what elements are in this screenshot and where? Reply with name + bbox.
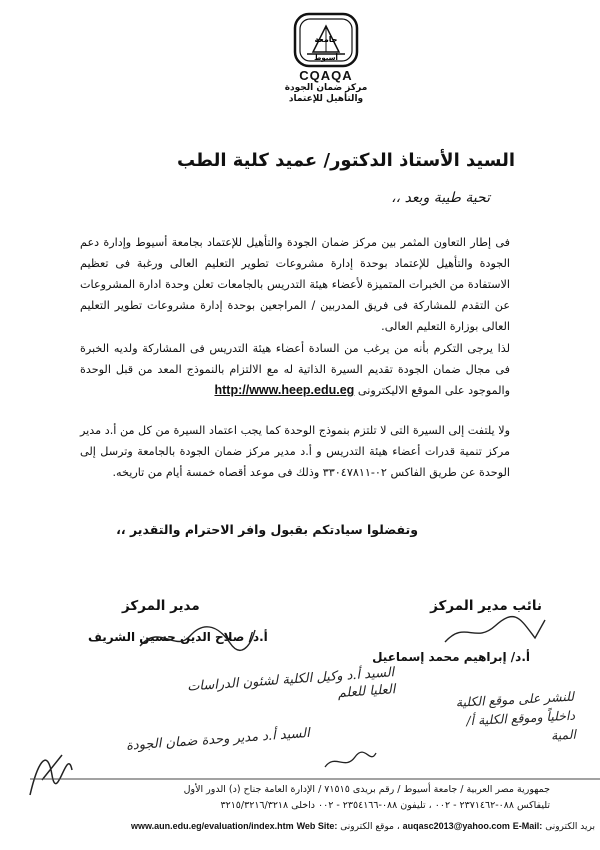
footer-divider <box>30 778 600 780</box>
handwritten-note-right: للنشر على موقع الكلية داخلياً وموقع الكلية أ/ المية <box>455 688 577 743</box>
logo-subtitle-line1: مركز ضمان الجودة <box>284 83 368 93</box>
director-signature <box>130 618 260 658</box>
director-title: مدير المركز <box>122 598 200 614</box>
footer-email[interactable]: auqasc2013@yahoo.com <box>402 821 510 831</box>
letter-paragraph-2-text: لذا يرجى التكرم بأنه من يرغب من السادة أعضاء هيئة التدريس فى المشاركة ولديه الخبرة فى مجال ضمان الجودة تقديم السيرة الذاتية له مع الالتزام بالنموذج المعد من قبل الوحدة والموجود على الموقع الاليكترونى <box>80 342 510 397</box>
heep-website-link[interactable]: http://www.heep.edu.eg <box>214 383 355 397</box>
footer-email-label: E-Mail: <box>512 821 543 831</box>
logo-subtitle-line2: والتأهيل للإعتماد <box>288 94 364 104</box>
handwritten-initials <box>320 745 380 775</box>
footer-website-ar-label: موقع الكترونى <box>340 822 394 832</box>
letter-paragraph-2 <box>80 338 510 401</box>
logo-text: CQAQA <box>299 68 353 83</box>
footer-website-label: Web Site: <box>296 821 338 831</box>
footer-phones: تليفاكس ٠٨٨-٢٣٧١٤٦٢ - ٠٠٢ ، تليفون ٠٨٨-٢٣٥٤١٦٦ - ٠٠٢ داخلى ٣٢١٥/٣٢١٦/٣٢١٨ <box>220 800 550 811</box>
letter-paragraph-3: ولا يلتفت إلى السيرة التى لا تلتزم بنموذج الوحدة كما يجب اعتماد السيرة من كل من أ.د مدير مركز تنمية قدرات أعضاء هيئة التدريس و أ.د مدير مركز ضمان الجودة بالجامعة وترسل إلى الوحدة عن طريق الفاكس ٠٢-٣٣٠٤٧٨١١ وذلك فى موعد أقصاه خمسة أيام من تاريخه. <box>80 424 510 479</box>
university-seal-logo <box>293 12 359 68</box>
svg-text:جامعة: جامعة <box>314 35 338 44</box>
letter-closing: وتفضلوا سيادتكم بقبول وافر الاحترام والتقدير ،، <box>116 522 418 537</box>
vice-director-title: نائب مدير المركز <box>430 598 542 614</box>
footer-email-ar-label: بريد الكترونى <box>545 822 595 832</box>
director-name: أ.د/ صلاح الدين حسين الشريف <box>88 630 268 644</box>
letter-addressee: السيد الأستاذ الدكتور/ عميد كلية الطب <box>176 150 515 171</box>
vice-director-signature <box>440 612 550 652</box>
svg-text:أسيوط: أسيوط <box>314 54 338 62</box>
letter-greeting: تحية طيبة وبعد ،، <box>391 190 490 206</box>
footer-website[interactable]: www.aun.edu.eg/evaluation/index.htm <box>130 821 294 831</box>
letter-paragraph-1: فى إطار التعاون المثمر بين مركز ضمان الجودة والتأهيل للإعتماد بجامعة أسيوط وإدارة دعم الجودة والتأهيل للإعتماد بوحدة إدارة مشروعات تطوير التعليم العالى ورغبة فى تعظيم الاستفادة من الخبرات المتميزة لأعضاء هيئة التدريس بالجامعات تعلن وحدة ادارة المشروعات عن التقدم للمشاركة فى فريق المدربين / المراجعين بوحدة إدارة مشروعات تطوير التعليم العالى بوزارة التعليم العالى. <box>80 236 510 333</box>
handwritten-note-left: السيد أ.د وكيل الكلية لشئون الدراسات العليا للعلم <box>186 665 396 702</box>
logo-subtitle <box>270 83 382 105</box>
footer-web-line: بريد الكترونى auqasc2013@yahoo.com E-Mail: ، موقع الكترونى www.aun.edu.eg/evaluation/index.htm Web Site: <box>130 821 595 832</box>
footer-address: جمهورية مصر العربية / جامعة أسيوط / رقم بريدى ٧١٥١٥ / الإدارة العامة جناح (د) الدور الأول <box>183 784 550 795</box>
vice-director-name: أ.د/ إبراهيم محمد إسماعيل <box>372 650 530 664</box>
handwritten-note-left-2: السيد أ.د مدير وحدة ضمان الجودة <box>125 725 311 754</box>
handwritten-signature <box>22 735 82 800</box>
